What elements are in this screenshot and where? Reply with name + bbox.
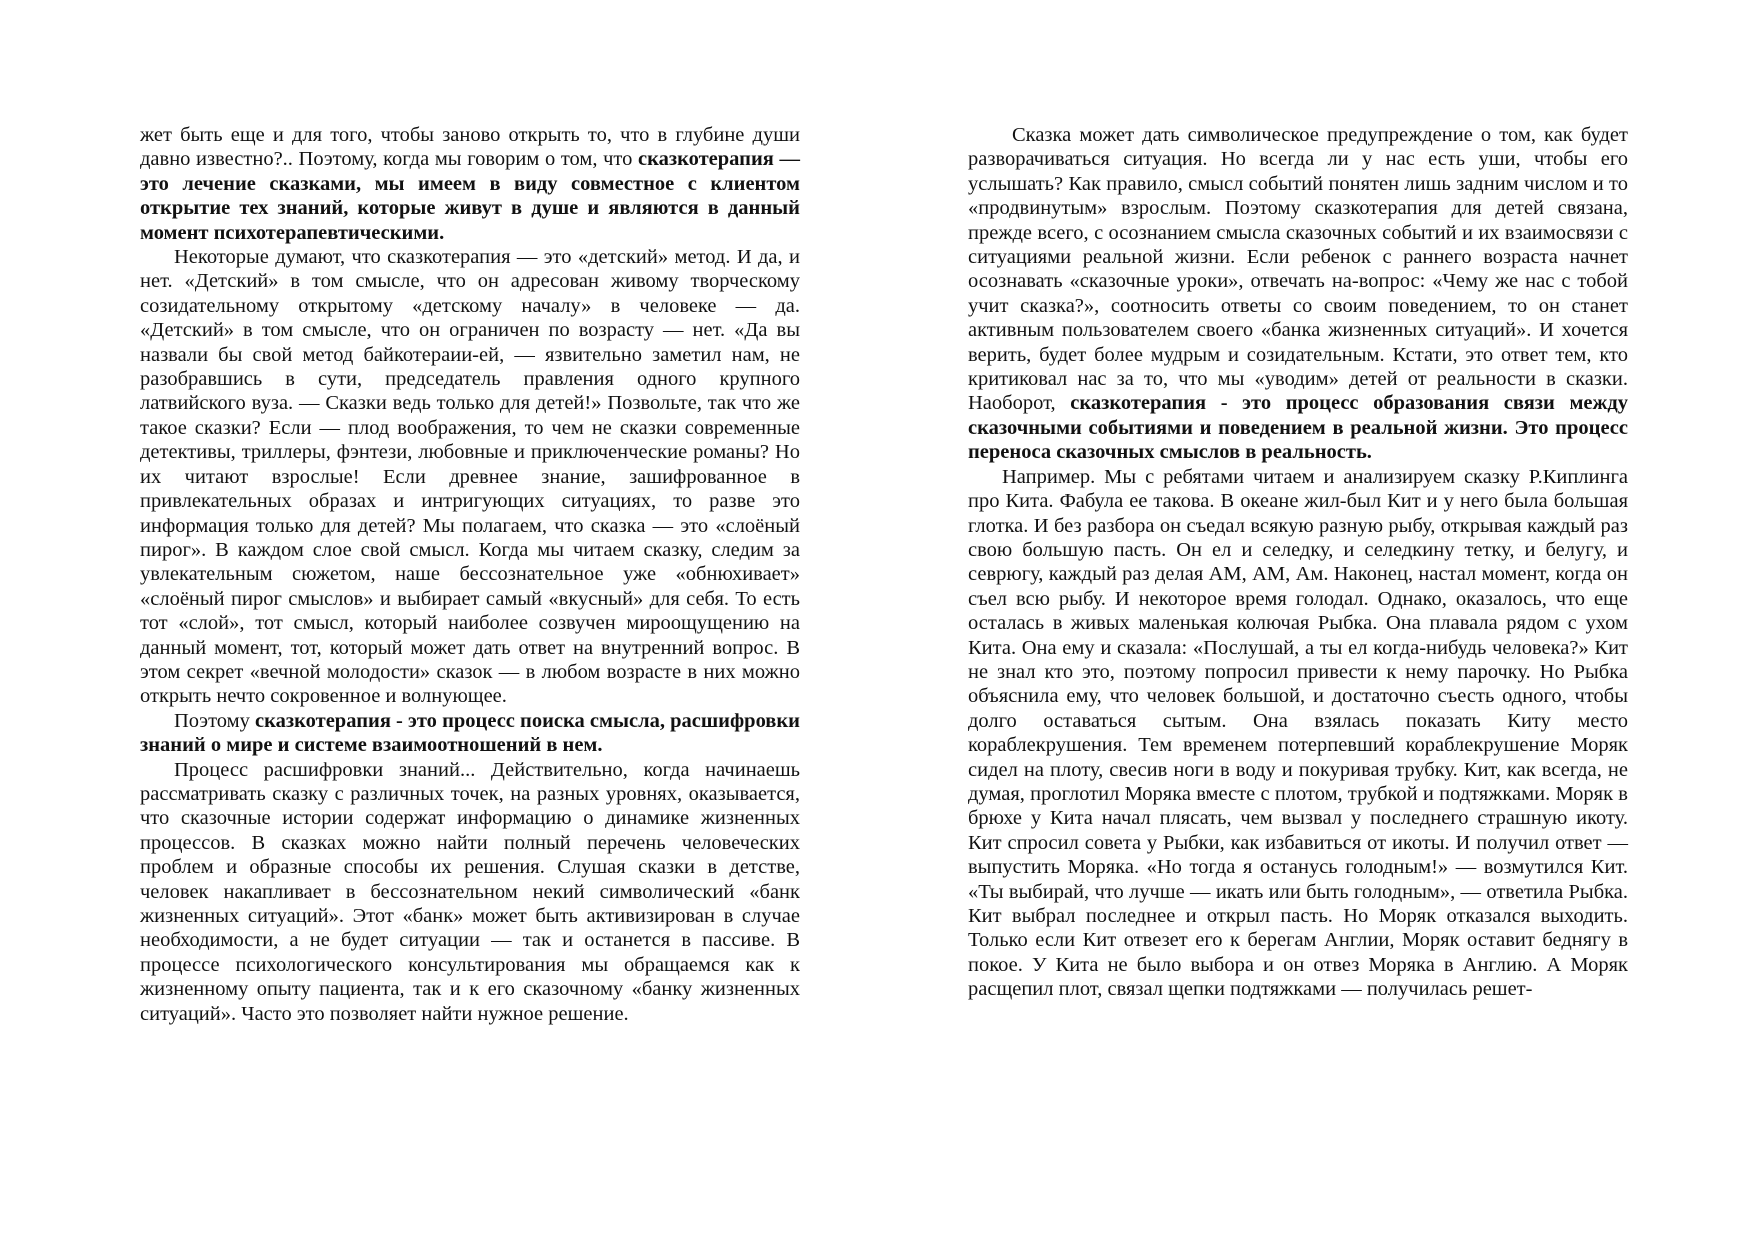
left-paragraph-4 xyxy=(140,758,800,1026)
left-paragraph-2 xyxy=(140,245,800,709)
left-paragraph-2-text: Некоторые думают, что сказкотерапия — это «детский» метод. И да, и нет. «Детский» в том смысле, что он адресован живому творческому созидательному открытому «детскому началу» в человеке — да. «Детский» в том смысле, что он ограничен по возрасту — нет. «Да вы назвали бы свой метод байкотераии-ей, — язвительно заметил нам, не разобравшись в сути, председатель правления одного крупного латвийского вуза. — Сказки ведь только для детей!» Позвольте, так что же такое сказки? Если — плод воображения, то чем не сказки современные детективы, триллеры, фэнтези, любовные и приключенческие романы? Но их читают взрослые! Если древнее знание, зашифрованное в привлекательных образах и интригующих ситуациях, то разве это информация только для детей? Мы полагаем, что сказка — это «слоёный пирог». В каждом слое свой смысл. Когда мы читаем сказку, следим за увлекательным сюжетом, наше бессознательное уже «обнюхивает» «слоёный пирог смыслов» и выбирает самый «вкусный» для себя. То есть тот «слой», тот смысл, который наиболее созвучен мироощущению на данный момент, тот, который может дать ответ на внутренний вопрос. В этом секрет «вечной молодости» сказок — в любом возрасте в них можно открыть нечто сокровенное и волнующее. xyxy=(140,246,800,708)
left-paragraph-3-text: Поэтому xyxy=(174,709,256,732)
right-paragraph-2 xyxy=(968,465,1628,1002)
left-paragraph-3 xyxy=(140,709,800,758)
left-paragraph-4-text: Процесс расшифровки знаний... Действительно, когда начинаешь рассматривать сказку с различных точек, на разных уровнях, оказывается, что сказочные истории содержат информацию о динамике жизненных процессов. В сказках можно найти полный перечень человеческих проблем и образные способы их решения. Слушая сказки в детстве, человек накапливает в бессознательном некий символический «банк жизненных ситуаций». Этот «банк» может быть активизирован в случае необходимости, а не будет ситуации — так и останется в пассиве. В процессе психологического консультирования мы обращаемся как к жизненному опыту пациента, так и к его сказочному «банку жизненных ситуаций». Часто это позволяет найти нужное решение. xyxy=(140,758,800,1025)
left-page-column xyxy=(140,123,800,1026)
left-paragraph-1 xyxy=(140,123,800,245)
right-paragraph-1-text: Сказка может дать символическое предупреждение о том, как будет разворачиваться ситуация. Но всегда ли у нас есть уши, чтобы его услышать? Как правило, смысл событий понятен лишь задним числом и то «продвинутым» взрослым. Поэтому сказкотерапия для детей связана, прежде всего, с осознанием смысла сказочных событий и их взаимосвязи с ситуациями реальной жизни. Если ребенок с раннего возраста начнет осознавать «сказочные уроки», отвечать на-вопрос: «Чему же нас с тобой учит сказка?», соотносить ответы со своим поведением, то он станет активным пользователем своего «банка жизненных ситуаций». И хочется верить, будет более мудрым и созидательным. Кстати, это ответ тем, кто критиковал нас за то, что мы «уводим» детей от реальности в сказки. Наоборот, xyxy=(968,124,1628,415)
right-paragraph-1-bold: сказкотерапия - это процесс образования связи между сказочными событиями и поведением в реальной жизни. Это процесс переноса сказочных смыслов в реальность. xyxy=(968,392,1629,464)
left-paragraph-1-bold: сказкотерапия — это лечение сказками, мы имеем в виду совместное с клиентом открытие тех знаний, которые живут в душе и являются в данный момент психотерапевтическими. xyxy=(140,148,800,244)
right-page-column xyxy=(968,123,1628,1002)
right-paragraph-1 xyxy=(968,123,1628,465)
left-paragraph-1-text: жет быть еще и для того, чтобы заново открыть то, что в глубине души давно известно?.. Поэтому, когда мы говорим о том, что xyxy=(140,124,800,171)
right-paragraph-2-text: Например. Мы с ребятами читаем и анализируем сказку Р.Киплинга про Кита. Фабула ее такова. В океане жил-был Кит и у него была большая глотка. И без разбора он съедал всякую разную рыбу, открывая каждый раз свою большую пасть. Он ел и селедку, и селедкину тетку, и белугу, и севрюгу, каждый раз делая АМ, АМ, Ам. Наконец, настал момент, когда он съел всю рыбу. И некоторое время голодал. Однако, оказалось, что еще осталась в живых маленькая колючая Рыбка. Она плавала рядом с ухом Кита. Она ему и сказала: «Послушай, а ты ел когда-нибудь человека?» Кит не знал кто это, поэтому попросил привести к нему парочку. Но Рыбка объяснила ему, что человек большой, и достаточно съесть одного, чтобы долго оставаться сытым. Она взялась показать Киту место кораблекрушения. Тем временем потерпевший кораблекрушение Моряк сидел на плоту, свесив ноги в воду и покуривая трубку. Кит, как всегда, не думая, проглотил Моряка вместе с плотом, трубкой и подтяжками. Моряк в брюхе у Кита начал плясать, чем вызвал у последнего страшную икоту. Кит спросил совета у Рыбки, как избавиться от икоты. И получил ответ — выпустить Моряка. «Но тогда я останусь голодным!» — возмутился Кит. «Ты выбирай, что лучше — икать или быть голодным», — ответила Рыбка. Кит выбрал последнее и открыл пасть. Но Моряк отказался выходить. Только если Кит отвезет его к берегам Англии, Моряк оставит беднягу в покое. У Кита не было выбора и он отвез Моряка в Англию. А Моряк расщепил плот, связал щепки подтяжками — получилась решет- xyxy=(968,465,1628,1001)
left-paragraph-3-bold: сказкотерапия - это процесс поиска смысла, расшифровки знаний о мире и системе взаимоотношений в нем. xyxy=(140,709,800,757)
